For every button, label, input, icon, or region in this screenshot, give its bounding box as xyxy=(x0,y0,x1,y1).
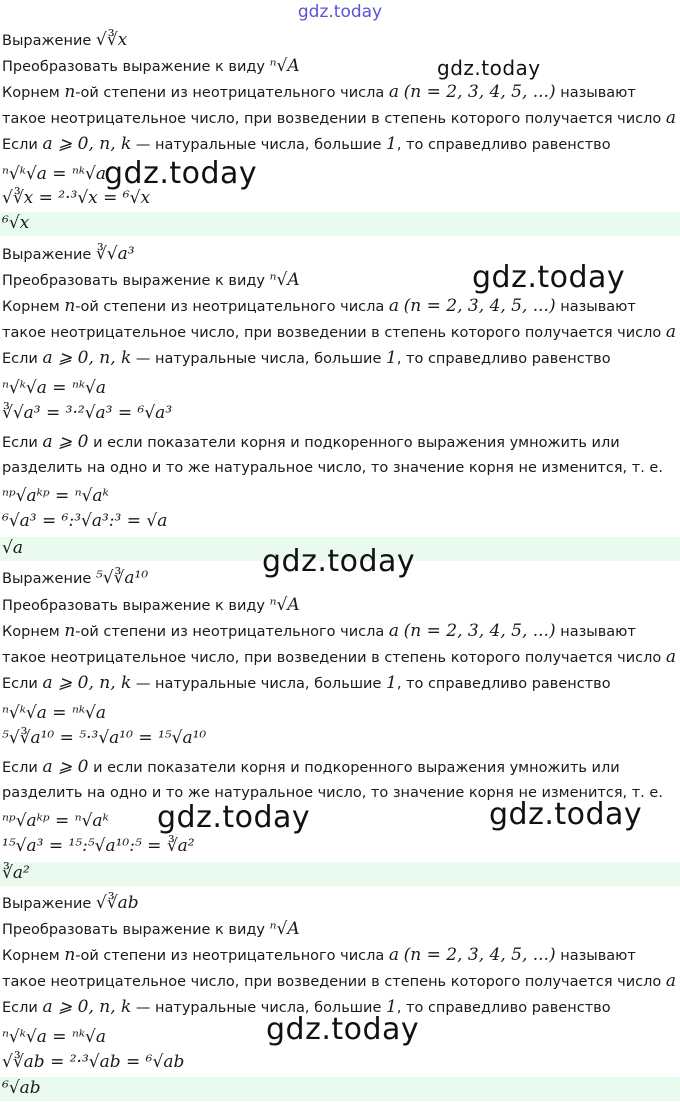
rule-line xyxy=(2,348,611,369)
transform-label: Преобразовать выражение к виду xyxy=(2,922,265,938)
answer: ∛a² xyxy=(2,863,30,883)
expression-formula: ⁵√∛a¹⁰ xyxy=(95,568,149,588)
definition-text: Корнем xyxy=(2,299,60,315)
answer: ⁶√x xyxy=(2,213,30,233)
root-formula: ⁿ√ᵏ√a = ⁿᵏ√a xyxy=(2,1027,107,1047)
rule-text: Если xyxy=(2,435,38,451)
definition-text: -ой степени из неотрицательного числа xyxy=(75,299,385,315)
definition-text: такое неотрицательное число, при возведении в степень которого получается число xyxy=(2,650,662,666)
rule-number: 1 xyxy=(385,134,397,154)
root-formula: ⁿ√ᵏ√a = ⁿᵏ√a xyxy=(2,378,107,398)
definition-n: n xyxy=(64,296,76,316)
definition-a: a xyxy=(388,82,400,102)
definition-a: a xyxy=(665,108,676,128)
watermark-text: gdz.today xyxy=(104,156,258,191)
watermark-text: gdz.today xyxy=(266,1012,420,1047)
expression-line xyxy=(2,30,127,51)
answer: √a xyxy=(2,538,23,558)
solution-step: √∛ab = ²·³√ab = ⁶√ab xyxy=(2,1052,185,1072)
definition-a: a xyxy=(388,621,400,641)
expression-formula: √∛x xyxy=(95,30,128,50)
definition-list: (n = 2, 3, 4, 5, ...) xyxy=(403,296,556,316)
definition-text: Корнем xyxy=(2,85,60,101)
definition-list: (n = 2, 3, 4, 5, ...) xyxy=(403,621,556,641)
expression-formula: ∛√a³ xyxy=(95,244,135,264)
rule-condition: a ⩾ 0 xyxy=(42,757,89,777)
transform-target: ⁿ√A xyxy=(269,270,300,290)
transform-line xyxy=(2,56,300,77)
expression-line xyxy=(2,893,139,914)
rule-text: разделить на одно и то же натуральное число, то значение корня не изменится, т. е. xyxy=(2,785,663,801)
root-formula: ⁿ√ᵏ√a = ⁿᵏ√a xyxy=(2,703,107,723)
definition-line-2 xyxy=(2,108,676,129)
transform-line xyxy=(2,595,300,616)
transform-label: Преобразовать выражение к виду xyxy=(2,598,265,614)
definition-line-1 xyxy=(2,621,636,642)
rule-number: 1 xyxy=(385,348,397,368)
formula-line xyxy=(2,1027,106,1048)
rule-number: 1 xyxy=(385,997,397,1017)
answer-bar xyxy=(0,1077,680,1101)
definition-text: -ой степени из неотрицательного числа xyxy=(75,624,385,640)
definition-a: a xyxy=(665,322,676,342)
step-line xyxy=(2,188,150,209)
definition-text: называют xyxy=(560,85,636,101)
transform-line xyxy=(2,270,300,291)
watermark-text: gdz.today xyxy=(157,800,311,835)
definition-text: называют xyxy=(560,948,636,964)
rule2-line-2 xyxy=(2,458,663,478)
answer-bar xyxy=(0,212,680,236)
step-line xyxy=(2,1052,184,1073)
root-formula: ⁿᵖ√aᵏᵖ = ⁿ√aᵏ xyxy=(2,811,109,831)
transform-target: ⁿ√A xyxy=(269,919,300,939)
definition-text: называют xyxy=(560,299,636,315)
rule-condition: a ⩾ 0, n, k xyxy=(42,997,132,1017)
transform-label: Преобразовать выражение к виду xyxy=(2,59,265,75)
step-line xyxy=(2,728,206,749)
expression-label: Выражение xyxy=(2,33,92,49)
definition-line-1 xyxy=(2,296,636,317)
definition-text: Корнем xyxy=(2,948,60,964)
rule-condition: a ⩾ 0 xyxy=(42,432,89,452)
definition-line-1 xyxy=(2,82,636,103)
formula2-line xyxy=(2,811,109,832)
definition-text: такое неотрицательное число, при возведении в степень которого получается число xyxy=(2,974,662,990)
site-watermark: gdz.today xyxy=(297,2,383,22)
expression-line xyxy=(2,244,135,265)
watermark-text: gdz.today xyxy=(472,260,626,295)
definition-text: Корнем xyxy=(2,624,60,640)
transform-line xyxy=(2,919,300,940)
rule-text: Если xyxy=(2,760,38,776)
step-line xyxy=(2,403,172,424)
solution-step: √∛x = ²·³√x = ⁶√x xyxy=(2,188,151,208)
rule-text: Если xyxy=(2,137,38,153)
solution-step: ∛√a³ = ³·²√a³ = ⁶√a³ xyxy=(2,403,173,423)
formula2-line xyxy=(2,486,109,507)
rule-text: разделить на одно и то же натуральное число, то значение корня не изменится, т. е. xyxy=(2,460,663,476)
definition-a: a xyxy=(665,971,676,991)
solution-step: ⁵√∛a¹⁰ = ⁵·³√a¹⁰ = ¹⁵√a¹⁰ xyxy=(2,728,207,748)
rule2-line-1 xyxy=(2,432,620,453)
rule-text: , то справедливо равенство xyxy=(396,137,611,153)
solution-step: ⁶√a³ = ⁶:³√a³:³ = √a xyxy=(2,511,168,531)
watermark-text: gdz.today xyxy=(437,56,541,80)
answer-bar xyxy=(0,862,680,886)
definition-line-1 xyxy=(2,945,636,966)
rule-text: , то справедливо равенство xyxy=(396,1000,611,1016)
transform-target: ⁿ√A xyxy=(269,56,300,76)
root-formula: ⁿ√ᵏ√a = ⁿᵏ√a xyxy=(2,164,107,184)
solution-step: ¹⁵√a³ = ¹⁵:⁵√a¹⁰:⁵ = ∛a² xyxy=(2,836,195,856)
definition-text: -ой степени из неотрицательного числа xyxy=(75,85,385,101)
answer: ⁶√ab xyxy=(2,1078,41,1098)
rule-line xyxy=(2,134,611,155)
rule-line xyxy=(2,997,611,1018)
expression-label: Выражение xyxy=(2,896,92,912)
definition-text: такое неотрицательное число, при возведении в степень которого получается число xyxy=(2,111,662,127)
rule-text: и если показатели корня и подкоренного выражения умножить или xyxy=(93,435,620,451)
expression-label: Выражение xyxy=(2,571,92,587)
step2-line xyxy=(2,511,167,532)
definition-text: такое неотрицательное число, при возведении в степень которого получается число xyxy=(2,325,662,341)
definition-a: a xyxy=(665,647,676,667)
watermark-text: gdz.today xyxy=(262,544,416,579)
expression-label: Выражение xyxy=(2,247,92,263)
formula-line xyxy=(2,703,106,724)
rule2-line-1 xyxy=(2,757,620,778)
rule-text: Если xyxy=(2,351,38,367)
definition-list: (n = 2, 3, 4, 5, ...) xyxy=(403,945,556,965)
definition-line-2 xyxy=(2,322,676,343)
definition-list: (n = 2, 3, 4, 5, ...) xyxy=(403,82,556,102)
definition-n: n xyxy=(64,621,76,641)
answer-bar xyxy=(0,537,680,561)
rule-text: , то справедливо равенство xyxy=(396,676,611,692)
formula-line xyxy=(2,378,106,399)
transform-label: Преобразовать выражение к виду xyxy=(2,273,265,289)
definition-a: a xyxy=(388,945,400,965)
rule-text: Если xyxy=(2,676,38,692)
expression-line xyxy=(2,568,148,589)
definition-n: n xyxy=(64,82,76,102)
rule-text: Если xyxy=(2,1000,38,1016)
rule-condition: a ⩾ 0, n, k xyxy=(42,348,132,368)
expression-formula: √∛ab xyxy=(95,893,139,913)
rule-text: — натуральные числа, большие xyxy=(135,351,382,367)
definition-text: -ой степени из неотрицательного числа xyxy=(75,948,385,964)
rule-condition: a ⩾ 0, n, k xyxy=(42,673,132,693)
definition-a: a xyxy=(388,296,400,316)
definition-line-2 xyxy=(2,647,676,668)
definition-n: n xyxy=(64,945,76,965)
rule-text: — натуральные числа, большие xyxy=(135,676,382,692)
transform-target: ⁿ√A xyxy=(269,595,300,615)
root-formula: ⁿᵖ√aᵏᵖ = ⁿ√aᵏ xyxy=(2,486,109,506)
watermark-text: gdz.today xyxy=(489,797,643,832)
rule-number: 1 xyxy=(385,673,397,693)
rule-text: — натуральные числа, большие xyxy=(135,1000,382,1016)
rule2-line-2 xyxy=(2,783,663,803)
formula-line xyxy=(2,164,106,185)
rule-text: — натуральные числа, большие xyxy=(135,137,382,153)
rule-text: , то справедливо равенство xyxy=(396,351,611,367)
definition-line-2 xyxy=(2,971,676,992)
rule-condition: a ⩾ 0, n, k xyxy=(42,134,132,154)
rule-text: и если показатели корня и подкоренного выражения умножить или xyxy=(93,760,620,776)
definition-text: называют xyxy=(560,624,636,640)
step2-line xyxy=(2,836,195,857)
rule-line xyxy=(2,673,611,694)
